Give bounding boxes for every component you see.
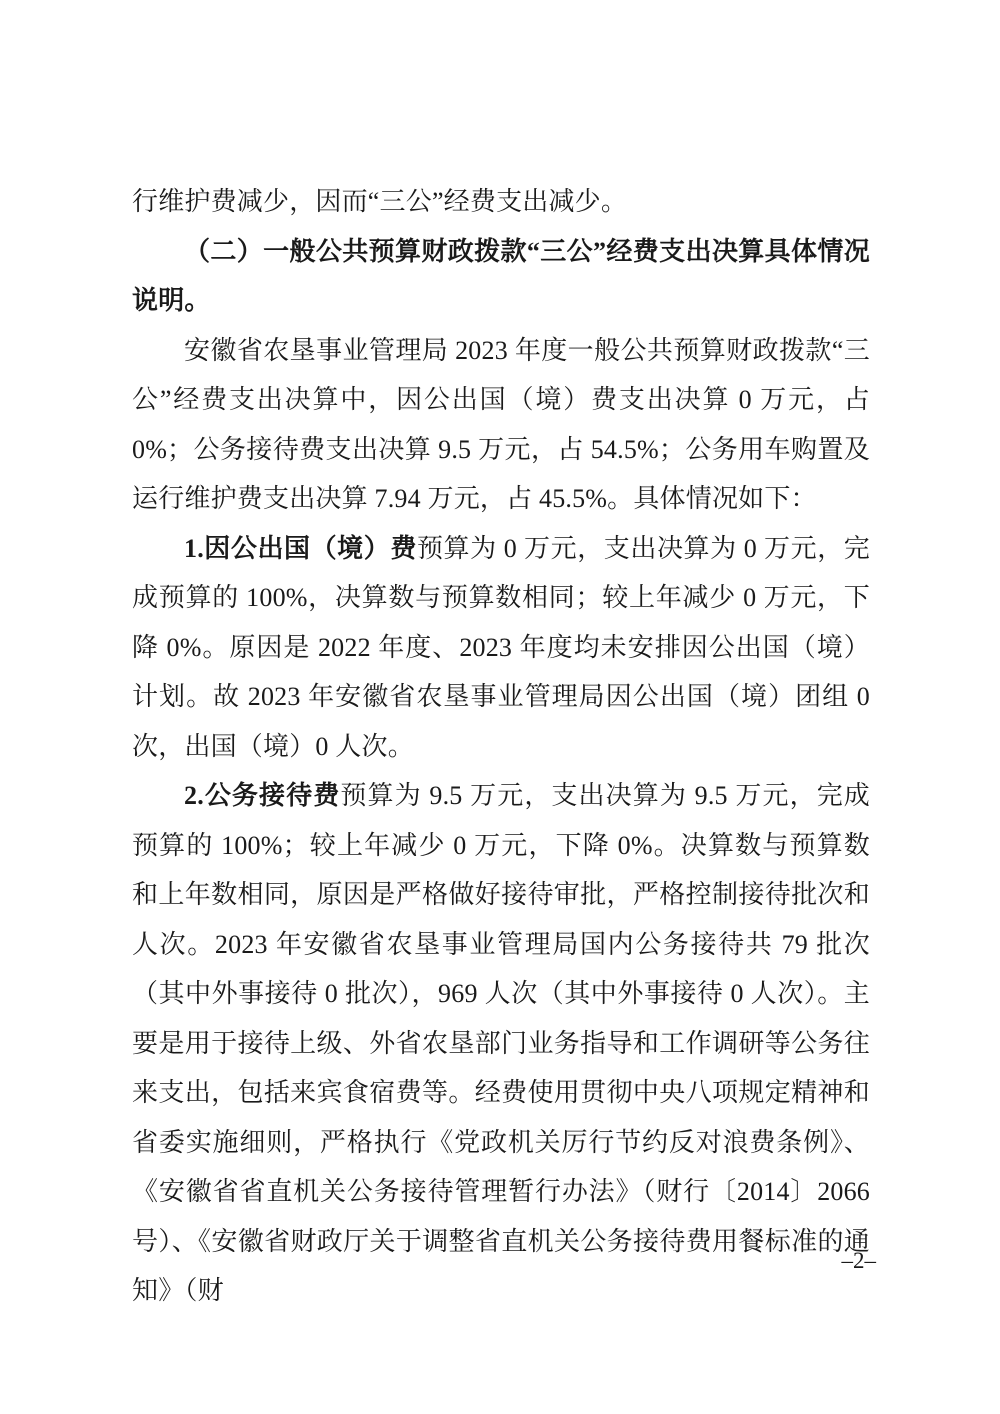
page-number: –2– bbox=[841, 1248, 876, 1273]
paragraph bbox=[132, 326, 870, 524]
paragraph bbox=[132, 771, 870, 1316]
emphasis-text: （二）一般公共预算财政拨款“三公”经费支出决算具体情况说明。 bbox=[132, 236, 870, 315]
emphasis-text: 2.公务接待费 bbox=[184, 781, 341, 810]
document-body bbox=[132, 177, 870, 1316]
emphasis-text: 1.因公出国（境）费 bbox=[184, 533, 417, 563]
text-run: 预算为 0 万元，支出决算为 0 万元，完成预算的 100%，决算数与预算数相同；较上年减少 0 万元，下降 0%。原因是 2022 年度、2023 年度均未安排因公出国（境）计划。故 2023 年安徽省农垦事业管理局因公出国（境）团组 0 次，出国（境）0 人次。 bbox=[132, 533, 870, 761]
text-run: 预算为 9.5 万元，支出决算为 9.5 万元，完成预算的 100%；较上年减少 0 万元，下降 0%。决算数与预算数和上年数相同，原因是严格做好接待审批，严格控制接待批次和人次。2023 年安徽省农垦事业管理局国内公务接待共 79 批次（其中外事接待 0 批次），969 人次（其中外事接待 0 人次）。主要是用于接待上级、外省农垦部门业务指导和工作调研等公务往来支出，包括来宾食宿费等。经费使用贯彻中央八项规定精神和省委实施细则，严格执行《党政机关厉行节约反对浪费条例》、《安徽省省直机关公务接待管理暂行办法》（财行〔2014〕2066 号）、《安徽省财政厅关于调整省直机关公务接待费用餐标准的通知》（财 bbox=[132, 781, 871, 1305]
text-run: 行维护费减少，因而“三公”经费支出减少。 bbox=[132, 187, 628, 216]
section-heading bbox=[132, 227, 870, 326]
text-run: 安徽省农垦事业管理局 2023 年度一般公共预算财政拨款“三公”经费支出决算中，因公出国（境）费支出决算 0 万元，占 0%；公务接待费支出决算 9.5 万元，占 54.5%；公务用车购置及运行维护费支出决算 7.94 万元，占 45.5%。具体情况如下： bbox=[132, 335, 870, 513]
paragraph bbox=[132, 177, 870, 227]
paragraph bbox=[132, 524, 870, 772]
